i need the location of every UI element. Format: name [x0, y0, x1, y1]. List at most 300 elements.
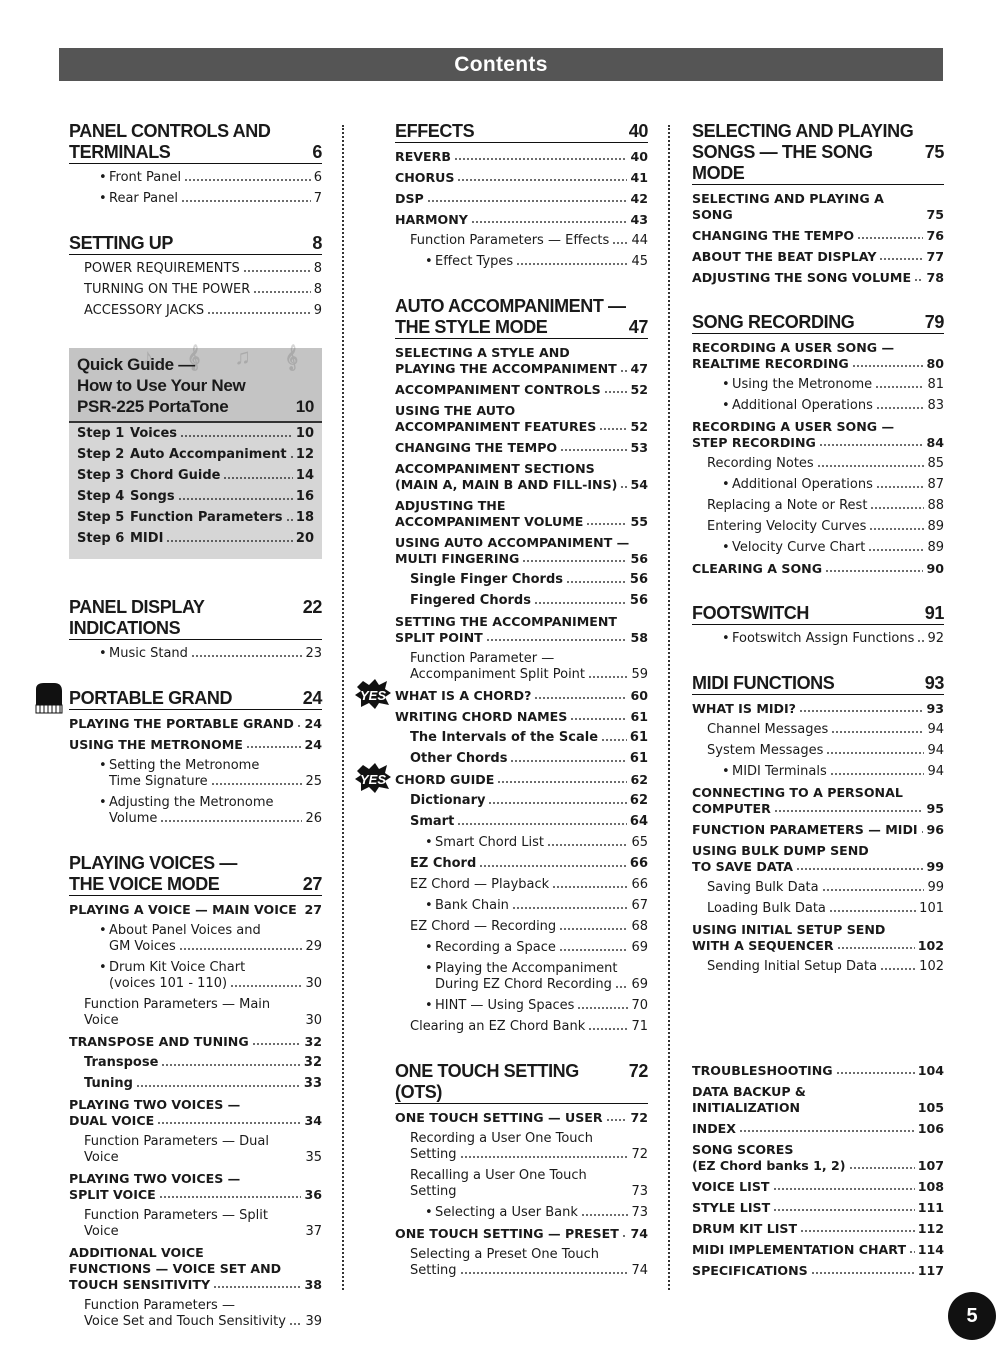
toc-entry[interactable]: [69, 167, 322, 188]
entry-page: 30: [305, 975, 322, 991]
quick-guide-step[interactable]: [69, 444, 322, 465]
toc-entry[interactable]: [69, 957, 322, 994]
toc-entry[interactable]: [69, 994, 322, 1031]
entry-last-line: [707, 880, 944, 896]
toc-entry[interactable]: [692, 819, 944, 840]
toc-entry[interactable]: [692, 1060, 944, 1081]
entry-page: 94: [927, 742, 944, 758]
heading-text: MIDI FUNCTIONS: [692, 673, 835, 693]
entry-text: • Effect Types: [435, 253, 514, 269]
toc-entry[interactable]: [395, 458, 648, 495]
toc-entry[interactable]: [692, 1197, 944, 1218]
heading-last-line: [395, 317, 648, 338]
toc-entry[interactable]: [69, 734, 322, 755]
entry-text: • Velocity Curve Chart: [732, 539, 866, 555]
dot-leader: [849, 1166, 915, 1170]
entry-page: 6: [313, 169, 322, 185]
dot-leader: [180, 434, 293, 438]
entry-page: 87: [927, 476, 944, 492]
entry-page: 40: [630, 148, 648, 164]
entry-text: VOICE LIST: [692, 1178, 770, 1194]
toc-column-1: [69, 121, 322, 1332]
entry-line: ACCOMPANIMENT SECTIONS: [395, 460, 595, 476]
entry-page: 108: [917, 1178, 944, 1194]
toc-entry[interactable]: [395, 188, 648, 209]
entry-page: 24: [304, 715, 322, 731]
entry-last-line: [84, 261, 322, 277]
quick-guide-heading[interactable]: [69, 348, 322, 423]
quick-guide-step[interactable]: [69, 486, 322, 507]
entry-page: 25: [305, 773, 322, 789]
toc-entry[interactable]: [692, 1260, 944, 1281]
entry-page: 73: [631, 1204, 648, 1220]
toc-entry[interactable]: [692, 840, 944, 877]
dot-leader: [559, 927, 628, 931]
section-heading[interactable]: [69, 853, 322, 896]
entry-page: 29: [305, 938, 322, 954]
heading-last-line: [692, 142, 944, 184]
toc-entry[interactable]: [69, 792, 322, 829]
yes-badge-icon: [355, 679, 391, 709]
toc-entry[interactable]: [69, 1168, 322, 1205]
section-heading[interactable]: [395, 121, 648, 143]
entry-last-line: [692, 249, 944, 265]
heading-page: 6: [312, 142, 322, 162]
entry-page: 24: [304, 736, 322, 752]
entry-line: Recording a User One Touch: [410, 1130, 593, 1146]
dot-leader: [427, 199, 628, 203]
toc-entry[interactable]: [69, 1242, 322, 1295]
dot-leader: [817, 464, 925, 468]
toc-entry[interactable]: [69, 1052, 322, 1073]
toc-entry[interactable]: [692, 474, 944, 495]
section-heading[interactable]: [692, 312, 944, 334]
entry-text: Loading Bulk Data: [707, 900, 826, 916]
section-heading[interactable]: [69, 688, 322, 710]
dot-leader: [290, 455, 293, 459]
toc-entry[interactable]: [359, 769, 648, 790]
toc-entry[interactable]: [395, 251, 648, 272]
entry-page: 42: [630, 190, 648, 206]
dot-leader: [207, 311, 311, 315]
entry-page: 45: [631, 253, 648, 269]
entry-text: STEP RECORDING: [692, 434, 816, 450]
entry-text: Transpose: [84, 1054, 159, 1070]
dot-leader: [581, 1213, 629, 1217]
entry-last-line: [692, 1084, 944, 1116]
heading-page: 72: [628, 1061, 648, 1081]
entry-text: DSP: [395, 190, 424, 206]
entry-text: • Using the Metronome: [732, 376, 873, 392]
toc-entry[interactable]: [395, 937, 648, 958]
toc-entry[interactable]: [692, 246, 944, 267]
entry-page: 62: [629, 792, 648, 808]
entry-last-line: [69, 1113, 322, 1129]
entry-page: 32: [304, 1033, 322, 1049]
toc-entry[interactable]: [395, 590, 648, 611]
section-heading[interactable]: [692, 121, 944, 185]
entry-page: 69: [631, 939, 648, 955]
toc-entry[interactable]: [692, 1176, 944, 1197]
section-heading[interactable]: [692, 603, 944, 625]
toc-entry[interactable]: [69, 300, 322, 321]
dot-leader: [471, 220, 628, 224]
entry-text: • Front Panel: [109, 169, 182, 185]
entry-page: 112: [917, 1220, 944, 1236]
toc-entry[interactable]: [69, 188, 322, 209]
entry-page: 72: [631, 1146, 648, 1162]
toc-entry[interactable]: [395, 1128, 648, 1165]
toc-entry[interactable]: [395, 958, 648, 995]
entry-text: CHORUS: [395, 169, 455, 185]
toc-entry[interactable]: [692, 416, 944, 453]
dot-leader: [612, 241, 628, 245]
entry-line: PLAYING TWO VOICES —: [69, 1096, 241, 1112]
entry-last-line: [410, 877, 648, 893]
entry-last-line: [395, 514, 648, 530]
entry-last-line: [435, 254, 648, 270]
toc-entry[interactable]: [692, 1118, 944, 1139]
entry-text: During EZ Chord Recording: [435, 976, 612, 992]
toc-entry[interactable]: [69, 1205, 322, 1242]
entry-page: 43: [630, 211, 648, 227]
entry-text: • Bank Chain: [435, 897, 509, 913]
step-number: Step 2: [77, 446, 125, 462]
entry-page: 89: [927, 539, 944, 555]
dot-leader: [460, 1155, 629, 1159]
toc-entry[interactable]: [692, 188, 944, 225]
entry-page: 105: [917, 1099, 944, 1115]
toc-entry[interactable]: [395, 706, 648, 727]
entry-last-line: [395, 419, 648, 435]
step-number: Step 4: [77, 488, 125, 504]
entry-line: Function Parameters —: [84, 1297, 235, 1313]
entry-last-line: [69, 716, 322, 732]
step-label: Chord Guide: [130, 467, 221, 483]
toc-entry[interactable]: [395, 167, 648, 188]
entry-last-line: [732, 540, 944, 556]
dot-leader: [297, 724, 302, 728]
toc-entry[interactable]: [69, 279, 322, 300]
toc-entry[interactable]: [69, 713, 322, 734]
toc-entry[interactable]: [395, 1165, 648, 1202]
quick-guide-step[interactable]: [69, 528, 322, 549]
toc-entry[interactable]: [395, 230, 648, 251]
dot-leader: [836, 1071, 915, 1075]
heading-page: 47: [628, 317, 648, 337]
entry-page: 85: [927, 455, 944, 471]
toc-entry[interactable]: [395, 811, 648, 832]
toc-entry[interactable]: [395, 874, 648, 895]
toc-entry[interactable]: [692, 337, 944, 374]
entry-text: TROUBLESHOOTING: [692, 1062, 833, 1078]
entry-last-line: [707, 743, 944, 759]
entry-page: 55: [630, 513, 648, 529]
toc-entry[interactable]: [69, 643, 322, 664]
entry-line: PLAYING TWO VOICES —: [69, 1170, 241, 1186]
toc-section: [395, 1061, 648, 1281]
entry-line: • About Panel Voices and: [109, 922, 261, 938]
entry-text: Tuning: [84, 1075, 133, 1091]
entry-text: TO SAVE DATA: [692, 858, 793, 874]
entry-text: PLAYING THE PORTABLE GRAND: [69, 715, 294, 731]
toc-entry[interactable]: [692, 1081, 944, 1118]
section-heading[interactable]: [69, 233, 322, 255]
entry-text: Function Parameters — Main Voice: [84, 996, 271, 1028]
toc-entry[interactable]: [395, 995, 648, 1016]
entry-page: 94: [927, 721, 944, 737]
dot-leader: [179, 947, 303, 951]
dot-leader: [831, 730, 924, 734]
step-label: Auto Accompaniment: [130, 446, 287, 462]
entry-last-line: [410, 233, 648, 249]
toc-entry[interactable]: [395, 400, 648, 437]
section-heading[interactable]: [395, 1061, 648, 1104]
entry-page: 74: [630, 1225, 648, 1241]
toc-entry[interactable]: [395, 1107, 648, 1128]
entry-text: PLAYING THE ACCOMPANIMENT: [395, 360, 617, 376]
toc-entry[interactable]: [395, 648, 648, 685]
entry-last-line: [707, 901, 944, 917]
toc-entry[interactable]: [395, 916, 648, 937]
entry-last-line: [395, 709, 648, 725]
toc-entry[interactable]: [395, 895, 648, 916]
entry-last-line: [732, 477, 944, 493]
heading-page: 75: [924, 142, 944, 162]
heading-last-line: [692, 312, 944, 333]
toc-entry[interactable]: [69, 899, 322, 920]
entry-page: 84: [926, 434, 944, 450]
entry-last-line: [395, 772, 648, 788]
toc-entry[interactable]: [395, 748, 648, 769]
dot-leader: [811, 1271, 915, 1275]
toc-entry[interactable]: [395, 209, 648, 230]
toc-entry[interactable]: [395, 832, 648, 853]
entry-last-line: [692, 859, 944, 875]
entry-text: (MAIN A, MAIN B AND FILL-INS): [395, 476, 618, 492]
section-heading[interactable]: [69, 597, 322, 640]
entry-text: Function Parameters — Dual Voice: [84, 1133, 269, 1165]
toc-entry[interactable]: [69, 258, 322, 279]
toc-entry[interactable]: [692, 374, 944, 395]
heading-page: 10: [295, 397, 314, 416]
toc-entry[interactable]: [395, 379, 648, 400]
heading-page: 24: [302, 688, 322, 708]
dot-leader: [604, 390, 628, 394]
toc-entry[interactable]: [69, 1295, 322, 1332]
toc-entry[interactable]: [395, 1016, 648, 1037]
toc-entry[interactable]: [692, 698, 944, 719]
entry-page: 78: [926, 269, 944, 285]
toc-entry[interactable]: [692, 453, 944, 474]
section-heading[interactable]: [395, 296, 648, 339]
entry-line: Selecting a Preset One Touch: [410, 1246, 600, 1262]
toc-entry[interactable]: [692, 537, 944, 558]
toc-entry[interactable]: [692, 558, 944, 579]
dot-leader: [773, 1208, 915, 1212]
dot-leader: [879, 257, 923, 261]
entry-last-line: [692, 822, 944, 838]
entry-page: 23: [305, 645, 322, 661]
entry-last-line: [435, 998, 648, 1014]
entry-page: 66: [629, 855, 648, 871]
toc-entry[interactable]: [395, 146, 648, 167]
toc-entry[interactable]: [692, 782, 944, 819]
heading-text: FOOTSWITCH: [692, 603, 809, 623]
toc-entry[interactable]: [395, 790, 648, 811]
toc-entry[interactable]: [692, 495, 944, 516]
heading-text: EFFECTS: [395, 121, 475, 141]
entry-text: ACCOMPANIMENT FEATURES: [395, 418, 597, 434]
toc-entry[interactable]: [69, 1094, 322, 1131]
entry-last-line: [692, 191, 944, 223]
entry-last-line: [410, 1263, 648, 1279]
toc-entry[interactable]: [692, 1239, 944, 1260]
entry-last-line: [395, 149, 648, 165]
toc-entry[interactable]: [395, 727, 648, 748]
toc-entry[interactable]: [692, 919, 944, 956]
entry-last-line: [410, 730, 648, 746]
toc-entry[interactable]: [69, 755, 322, 792]
dot-leader: [166, 539, 293, 543]
entry-last-line: [692, 1200, 944, 1216]
toc-entry[interactable]: [395, 532, 648, 569]
quick-guide-step[interactable]: [69, 507, 322, 528]
toc-entry[interactable]: [395, 437, 648, 458]
toc-entry[interactable]: [395, 611, 648, 648]
quick-guide-box: [69, 348, 322, 559]
entry-last-line: [692, 801, 944, 817]
quick-guide-step[interactable]: [69, 465, 322, 486]
entry-last-line: [395, 551, 648, 567]
toc-entry[interactable]: [692, 719, 944, 740]
toc-entry[interactable]: [692, 740, 944, 761]
toc-entry[interactable]: [692, 628, 944, 649]
entry-last-line: [84, 1076, 322, 1092]
toc-entry[interactable]: [692, 516, 944, 537]
toc-entry[interactable]: [692, 761, 944, 782]
dot-leader: [822, 888, 925, 892]
toc-entry[interactable]: [395, 1202, 648, 1223]
entry-last-line: [707, 959, 944, 975]
entry-line: USING THE AUTO: [395, 402, 516, 418]
toc-section: [69, 853, 322, 1332]
dot-leader: [800, 1229, 915, 1233]
entry-last-line: [410, 1019, 648, 1035]
entry-last-line: [435, 977, 648, 993]
entry-text: Dictionary: [410, 792, 486, 808]
dot-leader: [516, 262, 628, 266]
entry-page: 53: [630, 439, 648, 455]
entry-last-line: [410, 751, 648, 767]
toc-entry[interactable]: [395, 342, 648, 379]
dot-leader: [620, 485, 627, 489]
entry-last-line: [692, 938, 944, 954]
entry-text: MULTI FINGERING: [395, 550, 520, 566]
entry-page: 81: [927, 376, 944, 392]
entry-line: SELECTING A STYLE AND: [395, 344, 570, 360]
section-heading[interactable]: [692, 673, 944, 695]
toc-entry[interactable]: [692, 956, 944, 977]
toc-entry[interactable]: [692, 877, 944, 898]
entry-text: SPLIT POINT: [395, 629, 483, 645]
entry-text: Sending Initial Setup Data: [707, 958, 878, 974]
entry-text: Single Finger Chords: [410, 571, 564, 587]
entry-last-line: [84, 303, 322, 319]
column-divider: [342, 125, 344, 1290]
toc-entry[interactable]: [69, 1131, 322, 1168]
entry-page: 80: [926, 355, 944, 371]
entry-page: 52: [630, 418, 648, 434]
heading-text: PANEL DISPLAY INDICATIONS: [69, 597, 205, 638]
toc-entry[interactable]: [692, 225, 944, 246]
heading-last-line: [69, 142, 322, 163]
toc-entry[interactable]: [692, 395, 944, 416]
toc-entry[interactable]: [69, 1073, 322, 1094]
entry-last-line: [732, 377, 944, 393]
entry-last-line: [109, 811, 322, 827]
entry-page: 33: [303, 1075, 322, 1091]
dot-leader: [457, 822, 627, 826]
entry-last-line: [692, 1121, 944, 1137]
dot-leader: [211, 782, 303, 786]
step-page: 12: [295, 446, 314, 462]
entry-text: TOUCH SENSITIVITY: [69, 1276, 211, 1292]
heading-text: THE STYLE MODE: [395, 317, 548, 337]
toc-entry[interactable]: [395, 853, 648, 874]
toc-section: [69, 688, 322, 829]
toc-entry[interactable]: [395, 1244, 648, 1281]
dot-leader: [622, 1234, 628, 1238]
dot-leader: [136, 1084, 301, 1088]
dot-leader: [560, 448, 627, 452]
toc-entry[interactable]: [359, 685, 648, 706]
entry-page: 56: [629, 571, 648, 587]
toc-entry[interactable]: [692, 1218, 944, 1239]
toc-entry[interactable]: [69, 920, 322, 957]
toc-entry[interactable]: [69, 1031, 322, 1052]
entry-text: • Footswitch Assign Functions: [732, 630, 915, 646]
toc-column-3: [692, 121, 944, 1281]
section-heading[interactable]: [69, 121, 322, 164]
entry-text: SPLIT VOICE: [69, 1186, 156, 1202]
toc-entry[interactable]: [395, 1223, 648, 1244]
dot-leader: [246, 745, 302, 749]
entry-page: 26: [305, 810, 322, 826]
toc-entry[interactable]: [692, 898, 944, 919]
quick-guide-step[interactable]: [69, 423, 322, 444]
entry-last-line: [109, 170, 322, 186]
entry-last-line: [84, 1134, 322, 1166]
dot-leader: [819, 443, 924, 447]
toc-entry[interactable]: [692, 1139, 944, 1176]
dot-leader: [230, 984, 302, 988]
entry-text: Setting: [410, 1146, 457, 1162]
toc-entry[interactable]: [692, 267, 944, 288]
toc-entry[interactable]: [395, 495, 648, 532]
entry-page: 93: [926, 700, 944, 716]
toc-section: [692, 1060, 944, 1281]
entry-text: • Recording a Space: [435, 939, 556, 955]
entry-text: ONE TOUCH SETTING — USER: [395, 1109, 603, 1125]
toc-entry[interactable]: [395, 569, 648, 590]
entry-line: • Drum Kit Voice Chart: [109, 959, 246, 975]
dot-leader: [286, 518, 293, 522]
heading-text: THE VOICE MODE: [69, 874, 220, 894]
entry-text: Clearing an EZ Chord Bank: [410, 1018, 586, 1034]
dot-leader: [534, 601, 627, 605]
entry-page: 88: [927, 497, 944, 513]
